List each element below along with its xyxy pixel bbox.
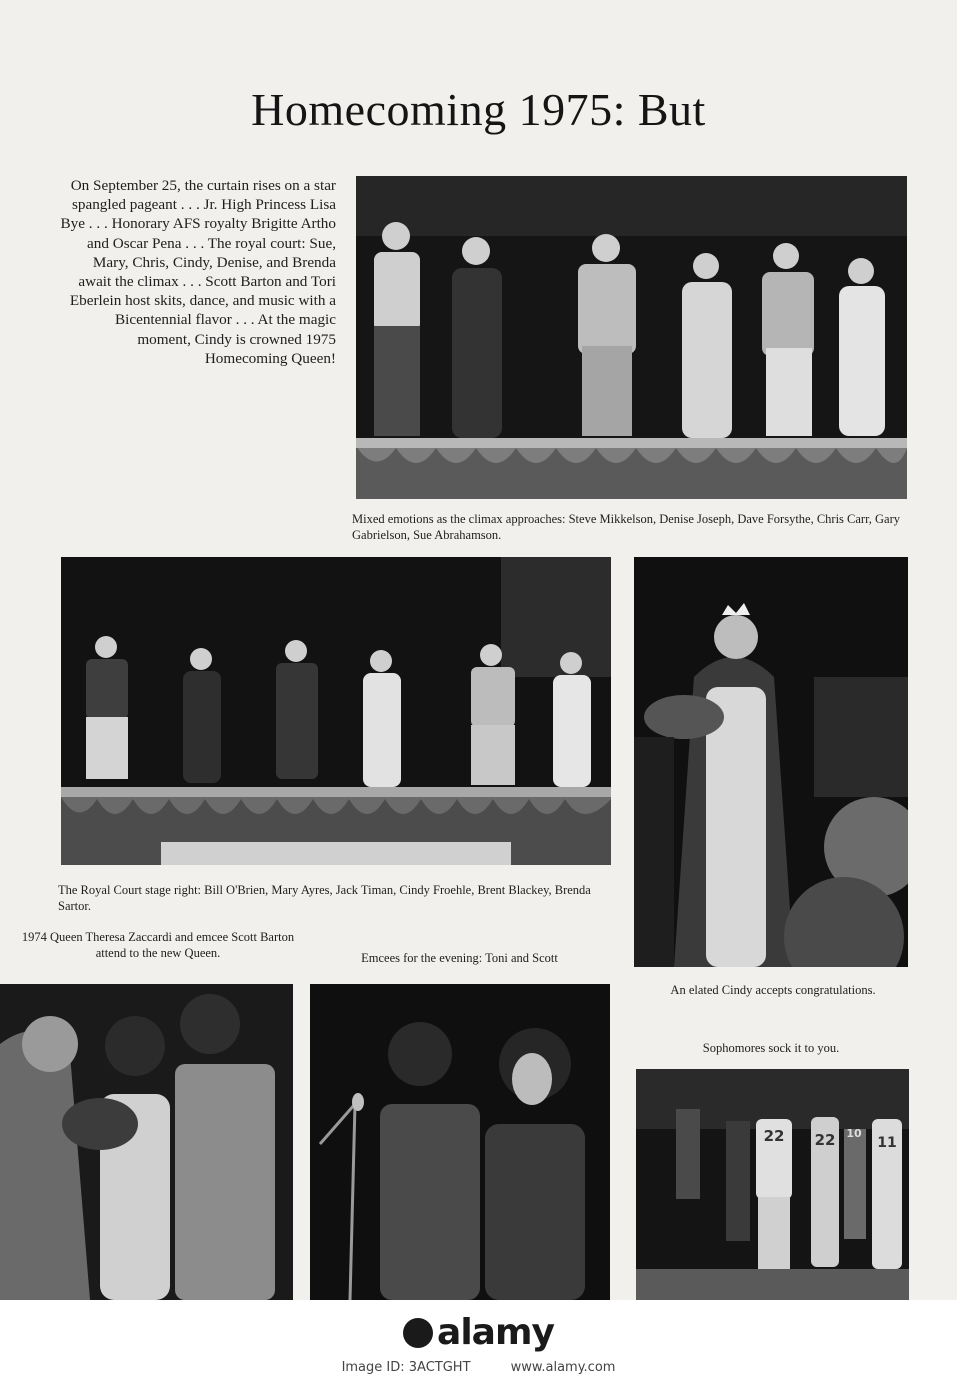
photo-queen-crowned-illustration <box>634 557 908 967</box>
caption-photo-sophomores: Sophomores sock it to you. <box>702 1041 840 1055</box>
photo-queen-crowned <box>634 557 908 967</box>
photo-royal-court-illustration <box>61 557 611 865</box>
photo-royal-court <box>61 557 611 865</box>
image-id: Image ID: 3ACTGHT <box>341 1360 471 1375</box>
caption-photo-seated-court: Mixed emotions as the climax approaches: Steve Mikkelson, Denise Joseph, Dave Forsythe, Chris Carr, Gary Gabrielson, Sue Abrahamson. <box>352 512 900 542</box>
caption-photo-former-queen: 1974 Queen Theresa Zaccardi and emcee Scott Barton attend to the new Queen. <box>21 930 295 960</box>
page-title: Homecoming 1975: But <box>251 84 706 135</box>
photo-seated-court <box>356 176 907 499</box>
photo-sophomores <box>636 1069 909 1300</box>
stock-image-info <box>0 1360 957 1375</box>
jersey-number: 11 <box>877 1135 897 1151</box>
caption-photo-royal-court: The Royal Court stage right: Bill O'Brien, Mary Ayres, Jack Timan, Cindy Froehle, Brent Blackey, Brenda Sartor. <box>58 883 591 913</box>
photo-seated-court-illustration <box>356 176 907 499</box>
jersey-number: 10 <box>846 1127 862 1140</box>
photo-former-queen <box>0 984 293 1300</box>
logo-mark-icon <box>403 1318 433 1348</box>
photo-emcees <box>310 984 610 1300</box>
alamy-logo <box>0 1312 957 1353</box>
website-link[interactable]: www.alamy.com <box>510 1360 616 1375</box>
photo-former-queen-illustration <box>0 984 293 1300</box>
jersey-number: 22 <box>814 1131 836 1149</box>
logo-wordmark: alamy <box>437 1312 554 1353</box>
photo-emcees-illustration <box>310 984 610 1300</box>
caption-photo-queen-crowned: An elated Cindy accepts congratulations. <box>670 983 876 997</box>
jersey-number: 22 <box>763 1127 785 1145</box>
photo-sophomores-illustration <box>636 1069 909 1300</box>
intro-paragraph: On September 25, the curtain rises on a star spangled pageant . . . Jr. High Princess Lisa Bye . . . Honorary AFS royalty Brigitte Artho and Oscar Pena . . . The royal court: Sue, Mary, Chris, Cindy, Denise, and Brenda await the climax . . . Scott Barton and Tori Eberlein host skits, dance, and music with a Bicentennial flavor . . . At the magic moment, Cindy is crowned 1975 Homecoming Queen! <box>60 177 336 367</box>
caption-photo-emcees: Emcees for the evening: Toni and Scott <box>361 951 558 965</box>
